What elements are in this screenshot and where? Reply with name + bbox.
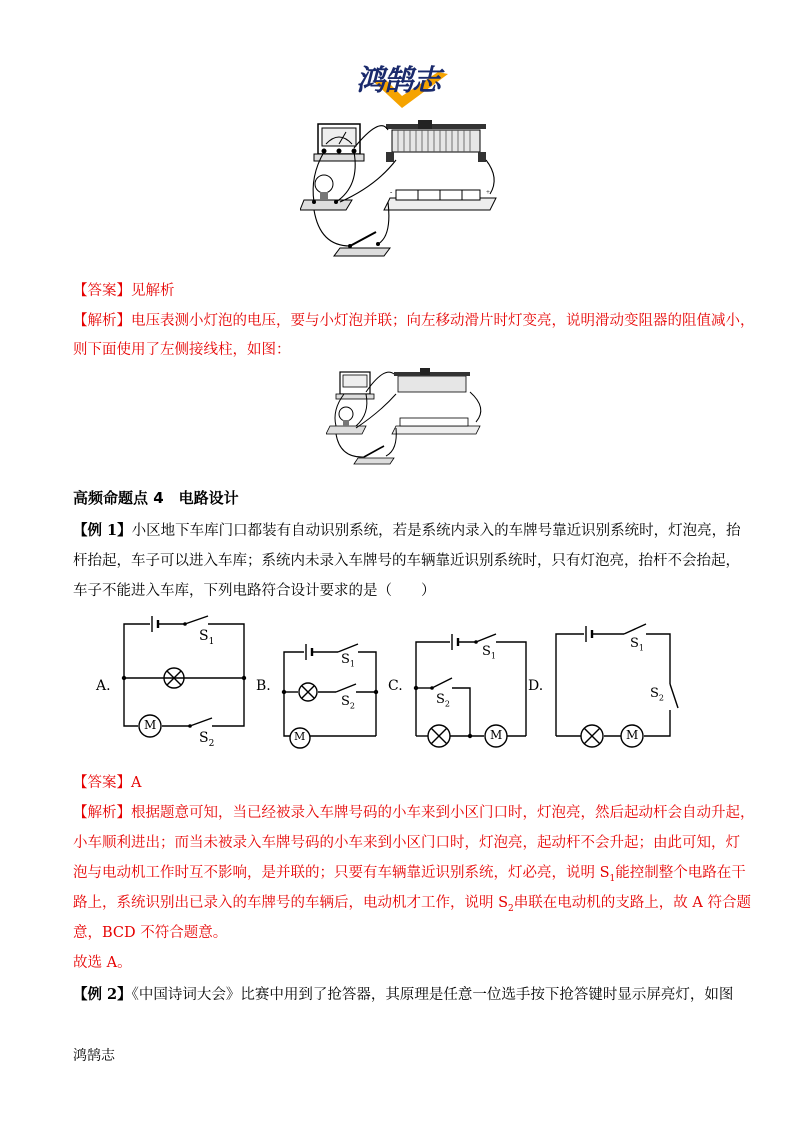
battery-icon: [384, 188, 496, 210]
answer-1: [73, 281, 175, 301]
motor-icon-d: M: [626, 728, 639, 742]
voltmeter-icon: [336, 372, 374, 399]
answer-2-text: A: [131, 775, 142, 791]
switch-label-s2-d: $S_2$: [650, 686, 664, 703]
example-1-line-2: 杆抬起，车子可以进入车库；系统内未录入车牌号的车辆靠近识别系统时，只有灯泡亮，抬杆不会抬起，: [73, 553, 740, 569]
lamp-icon: [326, 407, 366, 434]
switch-label-s2-c: $S_2$: [436, 692, 450, 709]
svg-text:-: -: [390, 188, 393, 196]
example-2: [73, 985, 733, 1005]
example-1-text-1: 小区地下车库门口都装有自动识别系统，若是系统内录入的车牌号靠近识别系统时，灯泡亮，抬: [131, 523, 741, 539]
switch-label-s1-a: $S_1$: [199, 628, 215, 647]
option-label-d: D.: [528, 678, 544, 694]
logo: [352, 52, 470, 110]
motor-icon-a: M: [144, 718, 157, 732]
switch-label-s1-b: $S_1$: [341, 652, 355, 669]
apparatus-figure-2: [326, 366, 490, 466]
answer-1-text: 见解析: [131, 283, 175, 299]
section-title: 高频命题点 4 电路设计: [73, 489, 239, 507]
option-label-a: A.: [96, 678, 111, 694]
analysis-2-line-4: 路上，系统识别出已录入的车牌号的车辆后，电动机才工作，说明 $S_2$串联在电动机的支路上，故 A 符合题: [73, 895, 751, 914]
logo-text: 鸿鹄志: [356, 63, 441, 97]
circuit-options: [90, 612, 710, 762]
analysis-2-line-2: 小车顺利进出；而当未被录入车牌号码的小车来到小区门口时，灯泡亮，起动杆不会升起；由此可知，灯: [73, 835, 740, 851]
analysis-2-text-1: 根据题意可知，当已经被录入车牌号码的小车来到小区门口时，灯泡亮，然后起动杆会自动升起，: [131, 805, 755, 821]
apparatus-figure-1: [300, 116, 510, 266]
switch-icon: [334, 232, 390, 256]
option-label-b: B.: [256, 678, 271, 694]
motor-icon-b: M: [294, 730, 306, 743]
motor-icon-c: M: [490, 728, 503, 742]
analysis-2-line-3: 泡与电动机工作时互不影响，是并联的；只要有车辆靠近识别系统，灯必亮，说明 $S_1$能控制整个电路在干: [73, 865, 746, 884]
answer-2: [73, 773, 141, 793]
switch-label-s1-c: $S_1$: [482, 644, 496, 661]
footer-text: 鸿鹄志: [73, 1048, 115, 1064]
answer-1-prefix: 【答案】: [73, 283, 131, 299]
example-2-prefix: 【例 2】: [73, 986, 132, 1003]
analysis-1-line-2: 则下面使用了左侧接线柱，如图：: [73, 342, 291, 358]
switch-label-s1-d: $S_1$: [630, 636, 644, 653]
switch-label-s2-a: $S_2$: [199, 730, 215, 749]
example-1-line-1: [73, 521, 741, 541]
conclusion: 故选 A。: [73, 955, 132, 971]
lamp-icon: [300, 175, 352, 210]
option-label-c: C.: [388, 678, 403, 694]
analysis-1-text-1: 电压表测小灯泡的电压，要与小灯泡并联；向左移动滑片时灯变亮，说明滑动变阻器的阻值减小，: [131, 313, 755, 329]
rheostat-icon: [386, 120, 486, 162]
battery-icon: [392, 418, 480, 434]
analysis-2-line-5: 意，BCD 不符合题意。: [73, 925, 228, 941]
svg-text:+: +: [486, 188, 490, 196]
example-1-prefix: 【例 1】: [73, 522, 132, 539]
analysis-2-line-1: [73, 803, 755, 823]
analysis-1-line-1: [73, 311, 755, 331]
rheostat-icon: [394, 368, 470, 392]
example-2-text: 《中国诗词大会》比赛中用到了抢答器，其原理是任意一位选手按下抢答键时显示屏亮灯，如图: [131, 987, 734, 1003]
analysis-2-prefix: 【解析】: [73, 805, 131, 821]
analysis-1-prefix: 【解析】: [73, 313, 131, 329]
switch-label-s2-b: $S_2$: [341, 694, 355, 711]
example-1-line-3: 车子不能进入车库，下列电路符合设计要求的是（ ）: [73, 583, 436, 599]
answer-2-prefix: 【答案】: [73, 775, 131, 791]
